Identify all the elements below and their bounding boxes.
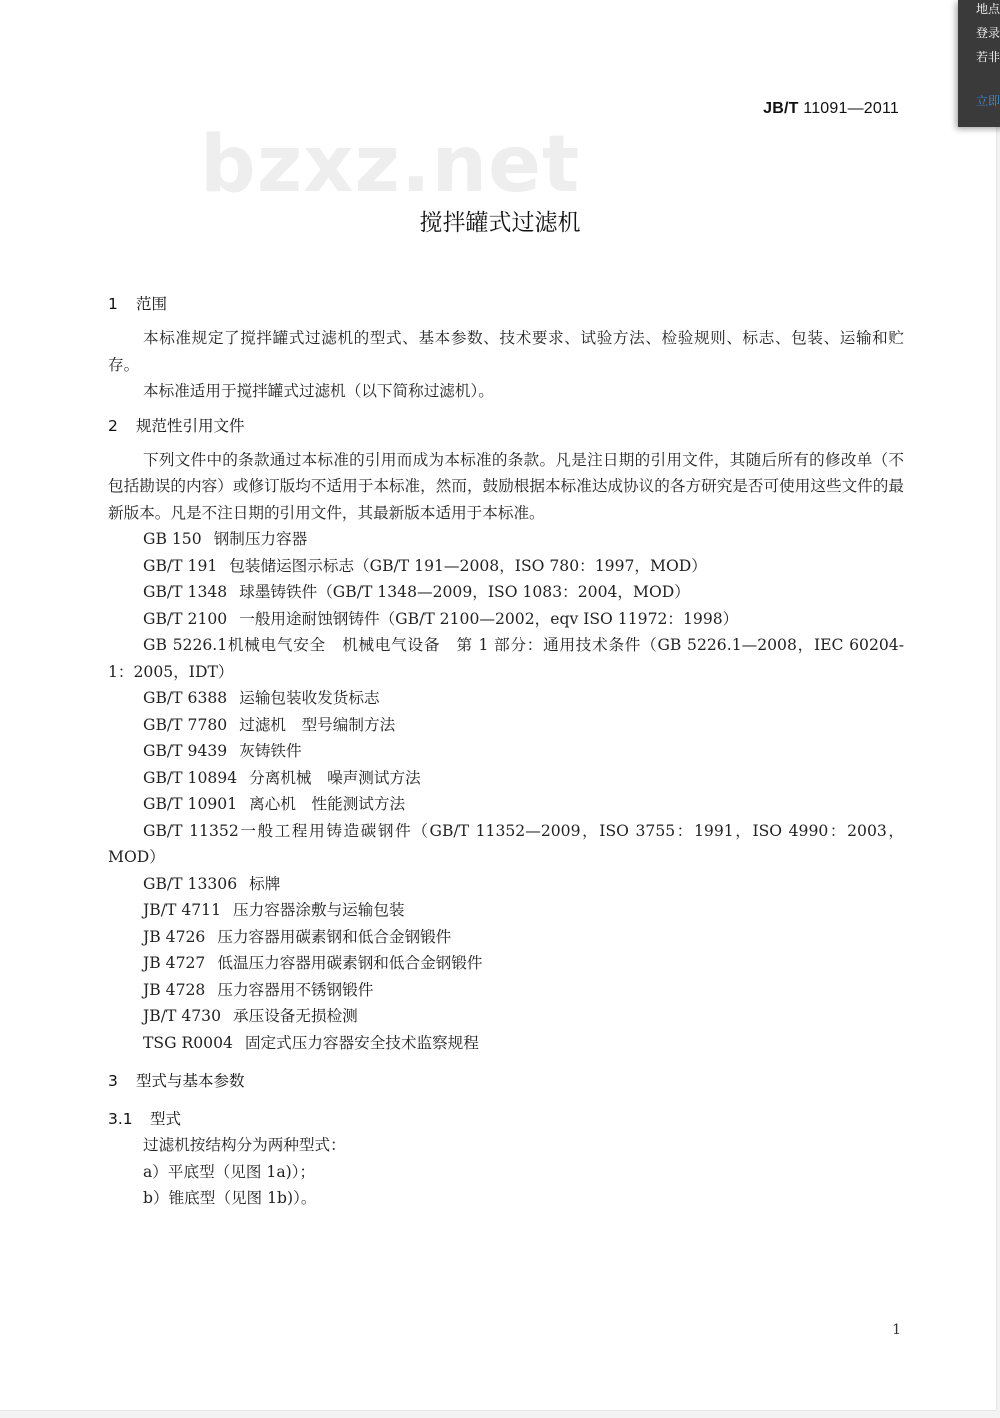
section-number: 2: [108, 416, 118, 435]
type-item-a: a）平底型（见图 1a)）；: [143, 1162, 316, 1181]
reference-item: GB 150 钢制压力容器: [143, 530, 308, 548]
reference-item: JB/T 4711 压力容器涂敷与运输包装: [143, 901, 405, 919]
subsection-number: 3.1: [108, 1110, 133, 1128]
reference-item: GB/T 191 包装储运图示标志（GB/T 191—2008，ISO 780：1997，MOD）: [143, 556, 707, 575]
reference-item: GB 5226.1机械电气安全 机械电气设备 第 1 部分：通用技术条件（GB 5226.1—2008，IEC 60204-1：2005，IDT）: [108, 636, 904, 681]
subsection-title: 型式: [150, 1110, 182, 1128]
reference-item: GB/T 6388 运输包装收发货标志: [143, 689, 380, 707]
scope-paragraph-2: 本标准适用于搅拌罐式过滤机（以下简称过滤机）。: [143, 382, 494, 400]
reference-item: JB 4727 低温压力容器用碳素钢和低合金钢锻件: [143, 954, 483, 972]
popup-link-now[interactable]: 立即: [976, 94, 1000, 108]
popup-text-if-not: 若非: [976, 50, 1000, 64]
reference-item: GB/T 10901 离心机 性能测试方法: [143, 795, 406, 813]
subsection-3-1-heading: [108, 1106, 904, 1132]
watermark: bzxz.net: [200, 120, 581, 210]
reference-item: TSG R0004 固定式压力容器安全技术监察规程: [143, 1033, 479, 1052]
standard-prefix: JB/T: [763, 100, 799, 117]
popup-text-login: 登录: [976, 26, 1000, 40]
types-intro: 过滤机按结构分为两种型式：: [143, 1136, 346, 1154]
page-number: 1: [892, 1322, 901, 1338]
section-1-heading: [108, 291, 904, 317]
reference-item: GB/T 10894 分离机械 噪声测试方法: [143, 768, 421, 787]
section-number: 3: [108, 1072, 118, 1090]
login-popup: [958, 0, 1000, 127]
reference-item: JB 4728 压力容器用不锈钢锻件: [143, 980, 374, 999]
standard-code: 11091—2011: [803, 100, 899, 117]
document-title: 搅拌罐式过滤机: [419, 210, 581, 236]
popup-text-location: 地点: [976, 2, 1000, 16]
type-item-b: b）锥底型（见图 1b)）。: [143, 1189, 317, 1207]
scope-paragraph-1: 本标准规定了搅拌罐式过滤机的型式、基本参数、技术要求、试验方法、检验规则、标志、包装、运输和贮存。: [108, 329, 904, 374]
reference-item: GB/T 7780 过滤机 型号编制方法: [143, 715, 396, 734]
section-number: 1: [108, 295, 118, 313]
reference-item: JB 4726 压力容器用碳素钢和低合金钢锻件: [143, 927, 452, 946]
references-intro: 下列文件中的条款通过本标准的引用而成为本标准的条款。凡是注日期的引用文件，其随后所有的修改单（不包括勘误的内容）或修订版均不适用于本标准，然而，鼓励根据本标准达成协议的各方研究是否可使用这些文件的最新版本。凡是不注日期的引用文件，其最新版本适用于本标准。: [108, 450, 904, 522]
section-2-heading: [108, 413, 904, 439]
reference-item: JB/T 4730 承压设备无损检测: [143, 1007, 358, 1025]
section-title: 型式与基本参数: [136, 1072, 245, 1090]
section-title: 规范性引用文件: [136, 416, 245, 435]
document-body: [108, 291, 904, 1212]
section-3-heading: [108, 1068, 904, 1094]
reference-item: GB/T 11352一般工程用铸造碳钢件（GB/T 11352—2009，ISO 3755：1991，ISO 4990：2003，MOD）: [108, 821, 904, 866]
reference-item: GB/T 1348 球墨铸铁件（GB/T 1348—2009，ISO 1083：2004，MOD）: [143, 583, 690, 601]
standard-number: [763, 100, 899, 118]
reference-item: GB/T 13306 标牌: [143, 874, 281, 893]
reference-item: GB/T 9439 灰铸铁件: [143, 742, 302, 760]
section-title: 范围: [136, 295, 168, 313]
reference-item: GB/T 2100 一般用途耐蚀钢铸件（GB/T 2100—2002，eqv ISO 11972：1998）: [143, 609, 739, 628]
